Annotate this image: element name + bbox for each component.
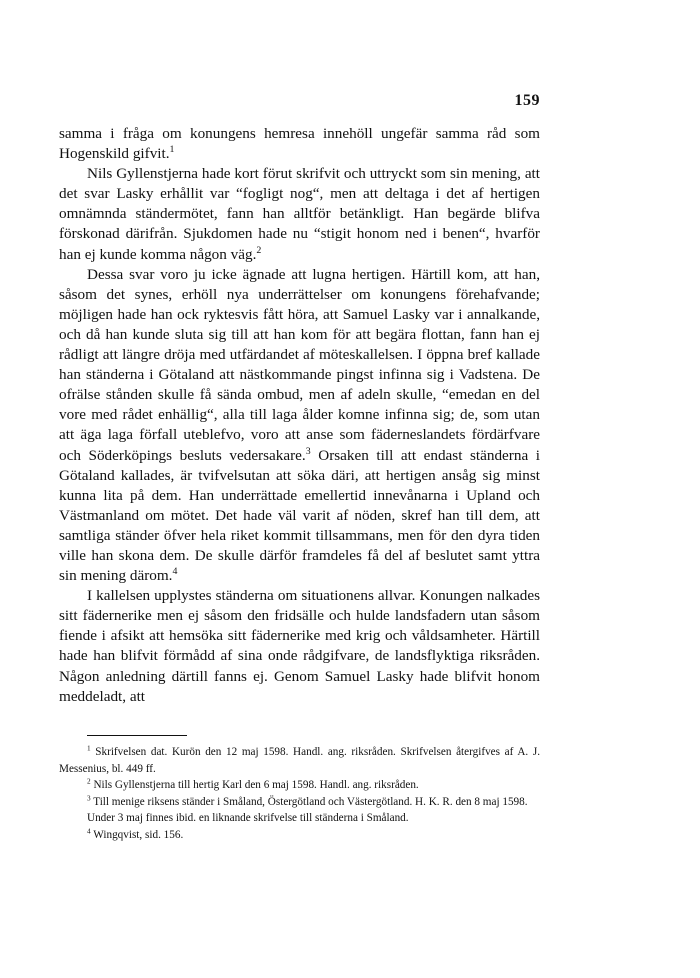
body-paragraph — [59, 164, 540, 264]
footnote-text: Under 3 maj finnes ibid. en liknande skrifvelse till ständerna i Småland. — [87, 812, 409, 825]
footnote-marker: 2 — [87, 777, 91, 786]
footnote-marker: 4 — [87, 827, 91, 836]
body-paragraph — [59, 265, 540, 587]
paragraph-text: Nils Gyllenstjerna hade kort förut skrifvit och uttryckt som sin mening, att det svar Lasky erhållit var “fogligt nog“, men att deltaga i det af hertigen omnämnda ständermötet, fann han alltför betänkligt. Han begärde blifva förskonad därifrån. Sjukdomen hade nu “stigit honom ned i benen“, hvarför han ej kunde komma någon väg. — [59, 165, 540, 263]
footnote-reference: 3 — [305, 445, 311, 457]
footnote-marker: 3 — [87, 794, 91, 803]
footnote-text: Nils Gyllenstjerna till hertig Karl den 6 maj 1598. Handl. ang. riksråden. — [93, 779, 419, 792]
footnotes — [59, 744, 540, 844]
footnote-text: Wingqvist, sid. 156. — [93, 828, 184, 841]
paragraph-text: samma i fråga om konungens hemresa innehöll ungefär samma råd som Hogenskild gifvit. — [59, 125, 540, 163]
footnote-separator — [87, 735, 187, 736]
footnote — [59, 794, 540, 811]
page-number: 159 — [514, 92, 540, 109]
footnote-reference: 1 — [169, 144, 175, 156]
body-paragraph — [59, 124, 540, 164]
footnote — [59, 810, 540, 827]
paragraph-text: Orsaken till att endast ständerna i Götaland kallades, är tvifvelsutan att söka däri, att hertigen ansåg sig minst kunna lita på dem. Han underrättade emellertid innevånarna i Upland och Västmanland om mötet. Det hade väl varit af nöden, skref han till dem, att samtliga ständer öfver hela riket kommit tillsammans, men för den dyra tiden ville han skona dem. De skulle därför framdeles få del af beslutet samt yttra sin mening därom. — [59, 446, 540, 585]
footnote-marker: 1 — [87, 744, 91, 753]
body-text — [59, 124, 540, 707]
body-paragraph — [59, 586, 540, 707]
footnote-reference: 2 — [256, 244, 262, 256]
footnote — [59, 744, 540, 777]
paragraph-text: I kallelsen upplystes ständerna om situationens allvar. Konungen nalkades sitt fädernerike men ej såsom den fridsälle och hulde landsfadern utan såsom fiende i afsikt att hemsöka sitt fädernerike med krig och våldsamheter. Härtill hade han blifvit förmådd af sina onde rådgifvare, de landsflyktiga riksråden. Någon anledning därtill fanns ej. Genom Samuel Lasky hade blifvit honom meddeladt, att — [59, 587, 540, 705]
paragraph-text: Dessa svar voro ju icke ägnade att lugna hertigen. Härtill kom, att han, såsom det synes, erhöll nya underrättelser om konungens förehafvande; möjligen hade han ock ryktesvis fått höra, att Samuel Lasky var i annalkande, och då han kunde sluta sig till att han kom för att begära flottan, fann han ej rådligt att längre dröja med utfärdandet af möteskallelsen. I öppna bref kallade han ständerna i Götaland att nästkommande pingst infinna sig i Vadstena. De ofrälse stånden skulle få sända ombud, men af adeln skulle, “emedan en del vore med rådet enhällig“, alla till laga ålder komne infinna sig; de, som utan att äga laga förfall uteblefvo, voro att anse som fäderneslandets fördärfvare och Söderköpings besluts vedersakare. — [59, 265, 540, 464]
footnote-text: Till menige riksens ständer i Småland, Östergötland och Västergötland. H. K. R. den 8 maj 1598. — [93, 795, 528, 808]
footnote-text: Skrifvelsen dat. Kurön den 12 maj 1598. Handl. ang. riksråden. Skrifvelsen återgifves af A. J. Messenius, bl. 449 ff. — [59, 746, 540, 775]
footnote — [59, 777, 540, 794]
footnote-reference: 4 — [172, 566, 178, 577]
footnote — [59, 827, 540, 844]
